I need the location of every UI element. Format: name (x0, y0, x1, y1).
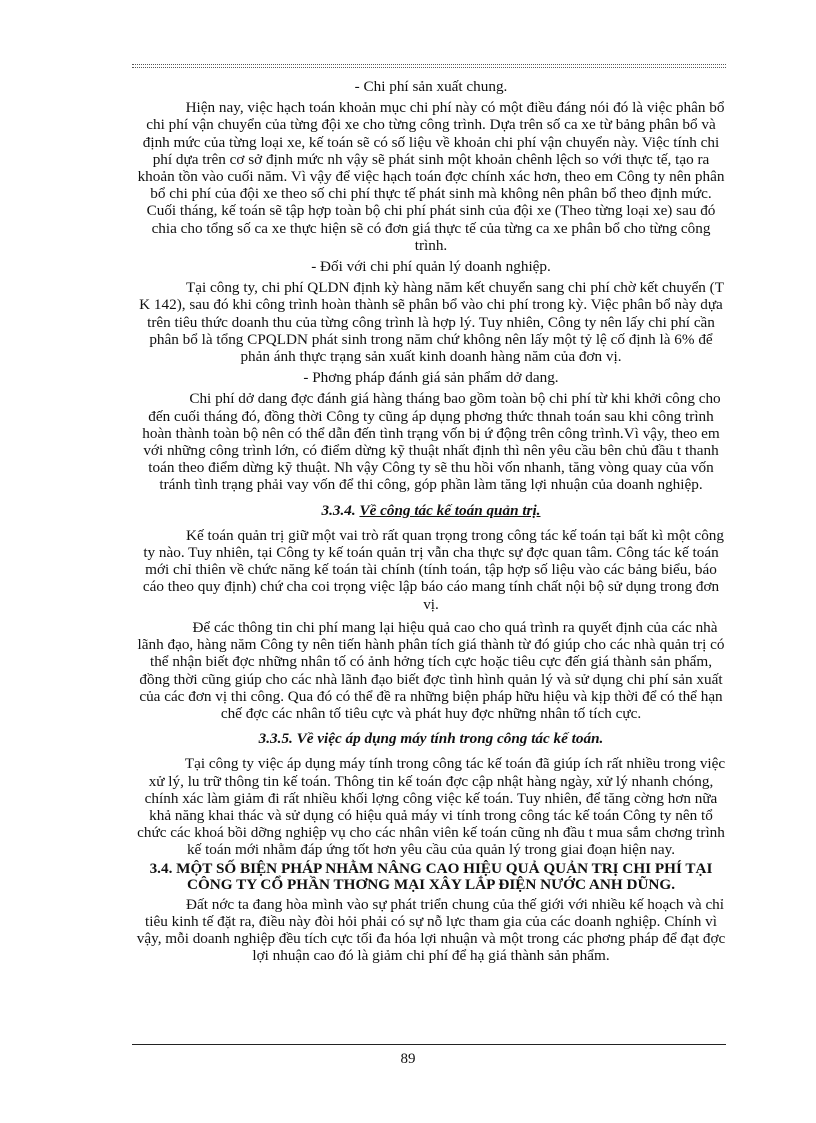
paragraph-admin-costs: Tại công ty, chi phí QLDN định kỳ hàng năm kết chuyển sang chi phí chờ kết chuyển (T K 142), sau đó khi công trình hoàn thành sẽ phân bổ vào chi phí trong kỳ. Việc phân bổ này dựa trên tiêu thức doanh thu của từng công trình là hợp lý. Tuy nhiên, Công ty nên lấy chi phí cần phân bổ là tổng CPQLDN phát sinh trong năm chứ không nên lấy một tỷ lệ cố định là 6% để phản ánh thực trạng sản xuất kinh doanh hàng năm của đơn vị. (139, 279, 725, 366)
page-body (136, 74, 726, 964)
heading-3-3-4-title: Về công tác kế toán quản trị. (359, 501, 541, 519)
page-number: 89 (400, 1051, 416, 1067)
paragraph-management-accounting-2: Để các thông tin chi phí mang lại hiệu quả cao cho quá trình ra quyết định của các nhà lãnh đạo, hàng năm Công ty nên tiến hành phân tích giá thành từ đó giúp cho các nhà quản trị có thể nhận biết đợc những nhân tố có ảnh hởng tích cực hoặc tiêu cực đến giá thành sản phẩm, đồng thời cũng giúp cho các nhà lãnh đạo biết đợc tình hình quản lý và sử dụng chi phí sản xuất của các đơn vị thi công. Qua đó có thể đề ra những biện pháp hữu hiệu và kịp thời để có thể hạn chế đợc các nhân tố tiêu cực và phát huy đợc những nhân tố tích cực. (137, 618, 725, 722)
paragraph-transport-costs: Hiện nay, việc hạch toán khoản mục chi phí này có một điều đáng nói đó là việc phân bổ chi phí vận chuyển của từng đội xe cho từng công trình. Dựa trên số ca xe từ bảng phân bổ và định mức của từng loại xe, kế toán sẽ có số liệu về khoản chi phí vận chuyển này. Việc tính chi phí dựa trên cơ sở định mức nh vậy sẽ phát sinh một khoản chênh lệch so với thực tế, tạo ra khoản tồn vào cuối năm. Vì vậy để việc hạch toán đợc chính xác hơn, theo em Công ty nên phân bổ chi phí của đội xe theo số chi phí thực tế phát sinh mà không nên phân bổ theo định mức. Cuối tháng, kế toán sẽ tập hợp toàn bộ chi phí phát sinh của đội xe (Theo từng loại xe) sau đó chia cho tổng số ca xe thực hiện sẽ có đơn giá thực tế của từng ca xe phân bổ cho từng công trình. (137, 99, 725, 254)
subsection-admin-costs: - Đối với chi phí quản lý doanh nghiệp. (311, 258, 551, 276)
footer-rule (132, 1044, 726, 1045)
heading-3-3-5 (136, 730, 726, 747)
paragraph-computer-use: Tại công ty việc áp dụng máy tính trong công tác kế toán đã giúp ích rất nhiều trong việc xử lý, lu trữ thông tin kế toán. Thông tin kế toán đợc cập nhật hàng ngày, xử lý nhanh chóng, chính xác làm giảm đi rất nhiều khối lợng công việc kế toán. Tuy nhiên, để tăng cờng hơn nữa khả năng khai thác và sử dụng có hiệu quả máy vi tính trong công tác kế toán Công ty nên tổ chức các khoá bồi dỡng nghiệp vụ cho các nhân viên kế toán cũng nh đầu t mua sắm chơng trình kế toán mới nhằm đáp ứng tốt hơn yêu cầu của quản lý trong giai đoạn hiện nay. (137, 755, 726, 859)
header-rule (132, 64, 726, 65)
heading-3-3-5-number: 3.3.5. (258, 730, 293, 748)
heading-3-3-4 (136, 502, 726, 519)
paragraph-management-accounting-1: Kế toán quản trị giữ một vai trò rất quan trọng trong công tác kế toán tại bất kì một công ty nào. Tuy nhiên, tại Công ty kế toán quản trị vẫn cha thực sự đợc quan tâm. Công tác kế toán mới chỉ thiên về chức năng kế toán tài chính (tính toán, tập hợp số liệu vào các bảng biểu, báo cáo theo quy định) chứ cha coi trọng việc lập báo cáo mang tính chất nội bộ sử dụng trong đơn vị. (142, 526, 724, 613)
paragraph-wip-valuation: Chi phí dở dang đợc đánh giá hàng tháng bao gồm toàn bộ chi phí từ khi khởi công cho đến cuối tháng đó, đồng thời Công ty cũng áp dụng phơng thức thnah toán sau khi công trình hoàn thành toàn bộ nên có thể dẫn đến tình trạng vốn bị ứ động trên công trình.Vì vậy, theo em với những công trình lớn, có điểm dừng kỹ thuật nhất định thì nên yêu cầu bên chủ đầu t thanh toán theo điểm dừng kỹ thuật. Nh vậy Công ty sẽ thu hồi vốn nhanh, tăng vòng quay của vốn tránh tình trạng phải vay vốn để thi công, góp phần làm tăng lợi nhuận của doanh nghiệp. (142, 390, 721, 494)
heading-3-4: 3.4. MỘT SỐ BIỆN PHÁP NHẰM NÂNG CAO HIỆU QUẢ QUẢN TRỊ CHI PHÍ TẠI CÔNG TY CỔ PHẦN THƠNG MẠI XÂY LẮP ĐIỆN NƯỚC ANH DŨNG. (149, 859, 713, 893)
subsection-general-costs: - Chi phí sản xuất chung. (354, 78, 508, 95)
paragraph-cost-reduction: Đất nớc ta đang hòa mình vào sự phát triển chung của thế giới với nhiều kế hoạch và chỉ tiêu kinh tế đặt ra, điều này đòi hỏi phải có sự nỗ lực tham gia của các doanh nghiệp. Chính vì vậy, mỗi doanh nghiệp đều tích cực tối đa hóa lợi nhuận và một trong các phơng pháp để đạt đợc lợi nhuận cao đó là giảm chi phí để hạ giá thành sản phẩm. (136, 895, 726, 965)
header-rule-2 (132, 67, 726, 68)
subsection-wip-valuation: - Phơng pháp đánh giá sản phẩm dở dang. (303, 369, 559, 387)
heading-3-3-5-title: Về việc áp dụng máy tính trong công tác kế toán. (296, 730, 604, 748)
heading-3-3-4-number: 3.3.4. (321, 501, 356, 519)
